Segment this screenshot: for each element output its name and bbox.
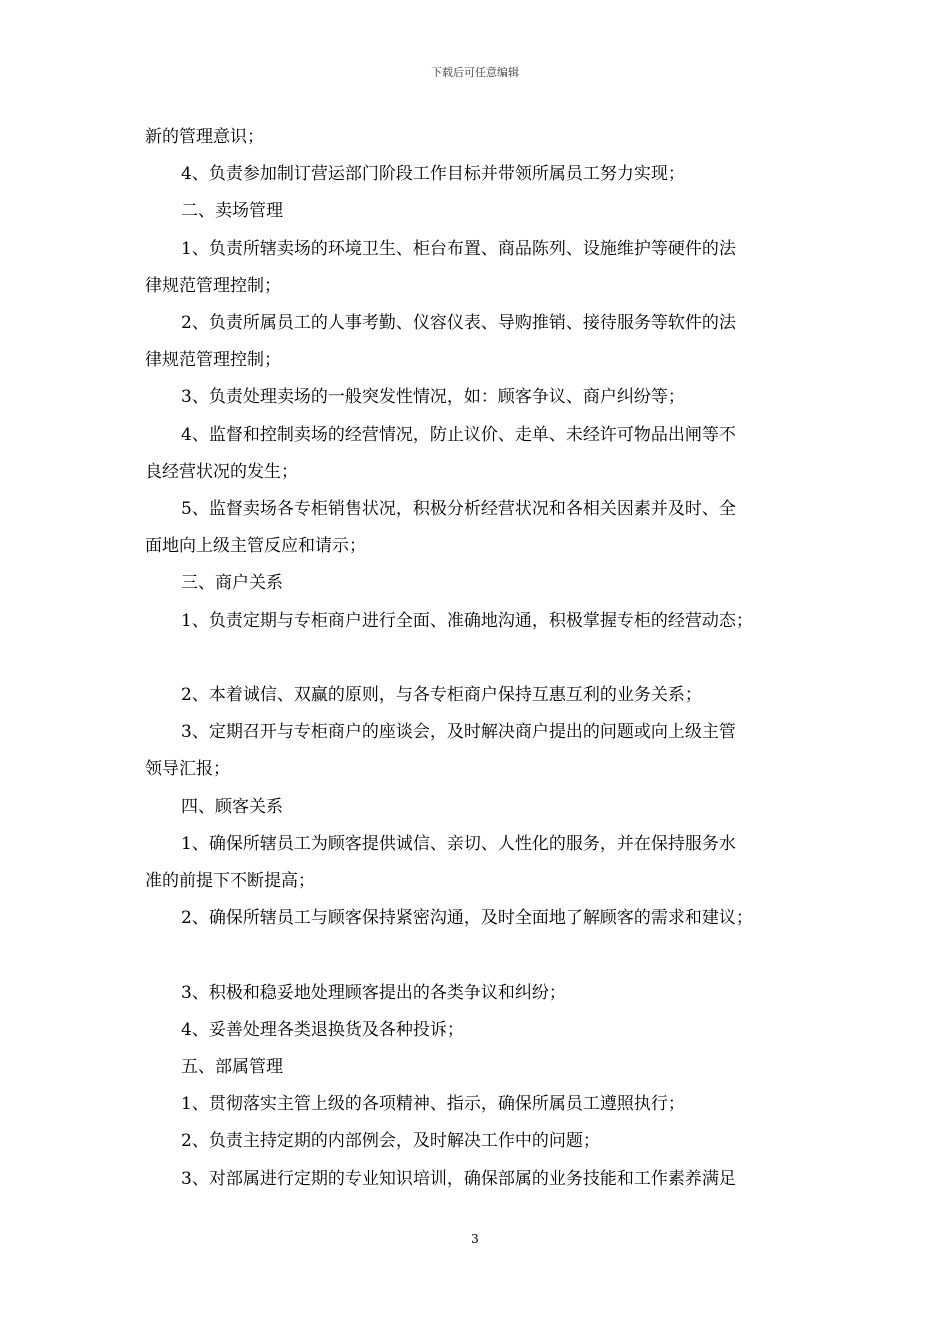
paragraph-line: 4、负责参加制订营运部门阶段工作目标并带领所属员工努力实现； bbox=[181, 164, 685, 185]
paragraph-line: 新的管理意识； bbox=[145, 127, 264, 147]
paragraph-line: 良经营状况的发生； bbox=[145, 461, 298, 482]
blank-line bbox=[145, 640, 817, 677]
section-heading: 二、卖场管理 bbox=[181, 201, 283, 222]
paragraph-line: 律规范管理控制； bbox=[145, 275, 281, 296]
paragraph-line: 准的前提下不断提高； bbox=[145, 871, 315, 892]
paragraph-line: 1、负责所辖卖场的环境卫生、柜台布置、商品陈列、设施维护等硬件的法 bbox=[181, 238, 736, 259]
paragraph-line: 5、监督卖场各专柜销售状况，积极分析经营状况和各相关因素并及时、全 bbox=[181, 499, 736, 520]
section-heading: 五、部属管理 bbox=[181, 1057, 283, 1078]
paragraph-line: 律规范管理控制； bbox=[145, 350, 281, 371]
blank-line bbox=[145, 937, 817, 974]
section-heading: 四、顾客关系 bbox=[181, 796, 283, 817]
paragraph-line: 3、对部属进行定期的专业知识培训，确保部属的业务技能和工作素养满足 bbox=[181, 1168, 736, 1189]
page-number: 3 bbox=[471, 1232, 479, 1246]
paragraph-line: 2、确保所辖员工与顾客保持紧密沟通，及时全面地了解顾客的需求和建议； bbox=[181, 908, 753, 929]
paragraph-line: 3、负责处理卖场的一般突发性情况，如：顾客争议、商户纠纷等； bbox=[181, 387, 685, 408]
document-body bbox=[145, 119, 817, 1198]
paragraph-line: 2、负责所属员工的人事考勤、仪容仪表、导购推销、接待服务等软件的法 bbox=[181, 313, 736, 334]
page-header: 下载后可任意编辑 bbox=[431, 66, 519, 79]
paragraph-line: 4、监督和控制卖场的经营情况，防止议价、走单、未经许可物品出闸等不 bbox=[181, 424, 736, 445]
paragraph-line: 1、贯彻落实主管上级的各项精神、指示，确保所属员工遵照执行； bbox=[181, 1094, 685, 1115]
paragraph-line: 1、确保所辖员工为顾客提供诚信、亲切、人性化的服务，并在保持服务水 bbox=[181, 833, 736, 854]
section-heading: 三、商户关系 bbox=[181, 573, 283, 594]
paragraph-line: 4、妥善处理各类退换货及各种投诉； bbox=[181, 1019, 464, 1040]
paragraph-line: 2、负责主持定期的内部例会，及时解决工作中的问题； bbox=[181, 1131, 600, 1152]
paragraph-line: 领导汇报； bbox=[145, 759, 230, 780]
paragraph-line: 面地向上级主管反应和请示； bbox=[145, 536, 366, 557]
paragraph-line: 3、积极和稳妥地处理顾客提出的各类争议和纠纷； bbox=[181, 982, 566, 1003]
paragraph-line: 1、负责定期与专柜商户进行全面、准确地沟通，积极掌握专柜的经营动态； bbox=[181, 610, 753, 631]
paragraph-line: 2、本着诚信、双赢的原则，与各专柜商户保持互惠互利的业务关系； bbox=[181, 685, 702, 706]
paragraph-line: 3、定期召开与专柜商户的座谈会，及时解决商户提出的问题或向上级主管 bbox=[181, 722, 736, 743]
